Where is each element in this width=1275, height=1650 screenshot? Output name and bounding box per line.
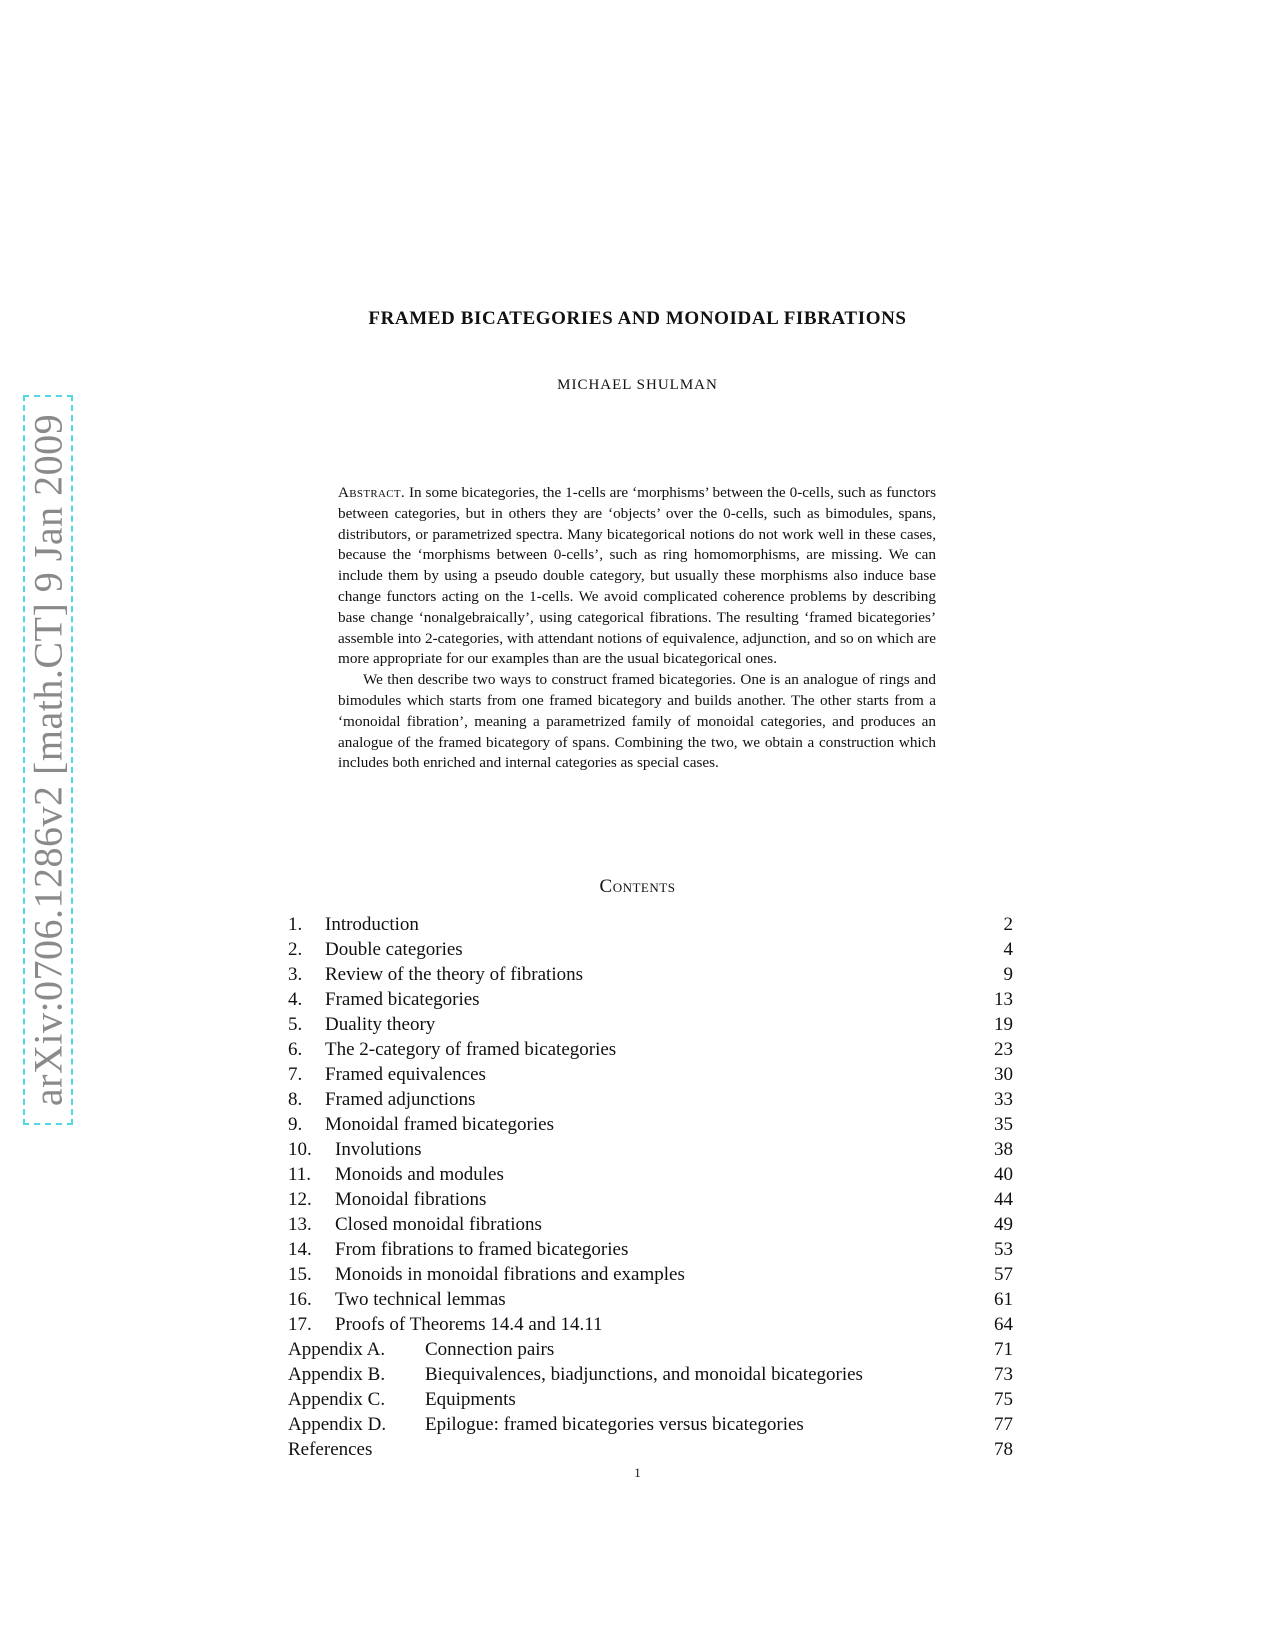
toc-entry-page: 40 xyxy=(994,1164,1013,1185)
toc-entry[interactable] xyxy=(288,1262,1013,1287)
toc-entry-number: Appendix A. xyxy=(288,1339,386,1360)
toc-entry[interactable] xyxy=(288,1187,1013,1212)
toc-entry-page: 53 xyxy=(994,1239,1013,1260)
toc-entry-page: 57 xyxy=(994,1264,1013,1285)
toc-entry-number: 8. xyxy=(288,1089,303,1110)
toc-entry-page: 77 xyxy=(994,1414,1013,1435)
toc-entry-title: From fibrations to framed bicategories xyxy=(335,1239,629,1260)
toc-entry[interactable] xyxy=(288,1062,1013,1087)
toc-entry-page: 75 xyxy=(994,1389,1013,1410)
toc-entry[interactable] xyxy=(288,1012,1013,1037)
toc-entry-number: 16. xyxy=(288,1289,312,1310)
toc-entry[interactable] xyxy=(288,1337,1013,1362)
toc-entry-title: Monoids in monoidal fibrations and examples xyxy=(335,1264,685,1285)
toc-entry-number: 14. xyxy=(288,1239,312,1260)
toc-entry-page: 30 xyxy=(994,1064,1013,1085)
toc-entry-number: Appendix B. xyxy=(288,1364,386,1385)
toc-entry-number: 2. xyxy=(288,939,303,960)
toc-entry-number: 12. xyxy=(288,1189,312,1210)
toc-entry[interactable] xyxy=(288,1287,1013,1312)
toc-entry-title: Review of the theory of fibrations xyxy=(325,964,584,985)
toc-entry-title: References xyxy=(288,1439,373,1460)
toc-entry[interactable] xyxy=(288,1412,1013,1437)
toc-entry-page: 71 xyxy=(994,1339,1013,1360)
toc-entry-number: 9. xyxy=(288,1114,303,1135)
toc-entry-page: 78 xyxy=(994,1439,1013,1460)
toc-entry-title: Framed bicategories xyxy=(325,989,480,1010)
toc-entry[interactable] xyxy=(288,1087,1013,1112)
toc-entry-number: 6. xyxy=(288,1039,303,1060)
toc-entry-page: 64 xyxy=(994,1314,1013,1335)
toc-entry-number: 11. xyxy=(288,1164,312,1185)
toc-entry-page: 44 xyxy=(994,1189,1013,1210)
toc-entry[interactable] xyxy=(288,1237,1013,1262)
toc-entry-title: The 2-category of framed bicategories xyxy=(325,1039,617,1060)
abstract xyxy=(338,483,936,774)
toc-entry[interactable] xyxy=(288,1137,1013,1162)
toc-entry-number: 3. xyxy=(288,964,303,985)
abstract-label: Abstract. xyxy=(338,484,405,501)
arxiv-identifier-stamp xyxy=(23,395,73,1125)
toc-entry[interactable] xyxy=(288,1437,1013,1462)
toc-entry-page: 33 xyxy=(994,1089,1013,1110)
toc-entry-page: 9 xyxy=(1003,964,1013,985)
arxiv-identifier-text: arXiv:0706.1286v2 [math.CT] 9 Jan 2009 xyxy=(25,413,71,1107)
toc-entry-page: 35 xyxy=(994,1114,1013,1135)
toc-entry-title: Proofs of Theorems 14.4 and 14.11 xyxy=(335,1314,603,1335)
toc-entry[interactable] xyxy=(288,987,1013,1012)
toc-entry[interactable] xyxy=(288,1037,1013,1062)
toc-entry[interactable] xyxy=(288,1162,1013,1187)
toc-entry[interactable] xyxy=(288,937,1013,962)
toc-entry-title: Monoidal framed bicategories xyxy=(325,1114,554,1135)
toc-entry-title: Introduction xyxy=(325,914,419,935)
toc-entry-page: 49 xyxy=(994,1214,1013,1235)
abstract-text-1: In some bicategories, the 1-cells are ‘morphisms’ between the 0-cells, such as functors between categories, but in others they are ‘objects’ over the 0-cells, such as bimodules, spans, distributors, or parametrized spectra. Many bicategorical notions do not work well in these cases, because the ‘morphisms between 0-cells’, such as ring homomorphisms, are missing. We can include them by using a pseudo double category, but usually these morphisms also induce base change functors acting on the 1-cells. We avoid complicated coherence problems by describing base change ‘nonalgebraically’, using categorical fibrations. The resulting ‘framed bicategories’ assemble into 2-categories, with attendant notions of equivalence, adjunction, and so on which are more appropriate for our examples than are the usual bicategorical ones. xyxy=(338,484,936,668)
toc-entry-title: Monoidal fibrations xyxy=(335,1189,487,1210)
toc-entry-number: 13. xyxy=(288,1214,312,1235)
toc-entry-title: Duality theory xyxy=(325,1014,436,1035)
page-number: 1 xyxy=(634,1465,641,1480)
toc-entry-page: 2 xyxy=(1003,914,1013,935)
toc-entry[interactable] xyxy=(288,1212,1013,1237)
table-of-contents xyxy=(288,912,1013,1462)
toc-entry-title: Monoids and modules xyxy=(335,1164,504,1185)
toc-entry-title: Closed monoidal fibrations xyxy=(335,1214,542,1235)
toc-entry-page: 13 xyxy=(994,989,1013,1010)
toc-entry-title: Involutions xyxy=(335,1139,422,1160)
toc-entry-title: Biequivalences, biadjunctions, and monoidal bicategories xyxy=(425,1364,863,1385)
toc-entry-title: Two technical lemmas xyxy=(335,1289,506,1310)
toc-entry-page: 23 xyxy=(994,1039,1013,1060)
toc-entry-number: Appendix C. xyxy=(288,1389,386,1410)
toc-entry-title: Framed equivalences xyxy=(325,1064,486,1085)
abstract-paragraph-2: We then describe two ways to construct framed bicategories. One is an analogue of rings and bimodules which starts from one framed bicategory and builds another. The other starts from a ‘monoidal fibration’, meaning a parametrized family of monoidal categories, and produces an analogue of the framed bicategory of spans. Combining the two, we obtain a construction which includes both enriched and internal categories as special cases. xyxy=(338,671,936,772)
toc-entry-title: Framed adjunctions xyxy=(325,1089,476,1110)
toc-entry-page: 19 xyxy=(994,1014,1013,1035)
toc-entry-number: 17. xyxy=(288,1314,312,1335)
toc-entry-page: 73 xyxy=(994,1364,1013,1385)
contents-heading: Contents xyxy=(599,876,676,897)
toc-entry[interactable] xyxy=(288,962,1013,987)
toc-entry-title: Connection pairs xyxy=(425,1339,555,1360)
paper-title: FRAMED BICATEGORIES AND MONOIDAL FIBRATIONS xyxy=(368,308,907,329)
toc-entry-title: Epilogue: framed bicategories versus bicategories xyxy=(425,1414,804,1435)
toc-entry[interactable] xyxy=(288,1112,1013,1137)
toc-entry-page: 4 xyxy=(1003,939,1013,960)
toc-entry-title: Equipments xyxy=(425,1389,516,1410)
toc-entry-number: 10. xyxy=(288,1139,312,1160)
paper-author: MICHAEL SHULMAN xyxy=(557,377,718,393)
toc-entry[interactable] xyxy=(288,1362,1013,1387)
toc-entry-title: Double categories xyxy=(325,939,463,960)
toc-entry-number: 4. xyxy=(288,989,303,1010)
toc-entry[interactable] xyxy=(288,1312,1013,1337)
toc-entry-page: 38 xyxy=(994,1139,1013,1160)
toc-entry[interactable] xyxy=(288,1387,1013,1412)
toc-entry-number: 15. xyxy=(288,1264,312,1285)
toc-entry-number: Appendix D. xyxy=(288,1414,387,1435)
toc-entry-page: 61 xyxy=(994,1289,1013,1310)
toc-entry-number: 7. xyxy=(288,1064,303,1085)
abstract-paragraph-1 xyxy=(338,483,936,670)
toc-entry-number: 5. xyxy=(288,1014,303,1035)
toc-entry-number: 1. xyxy=(288,914,303,935)
toc-entry[interactable] xyxy=(288,912,1013,937)
